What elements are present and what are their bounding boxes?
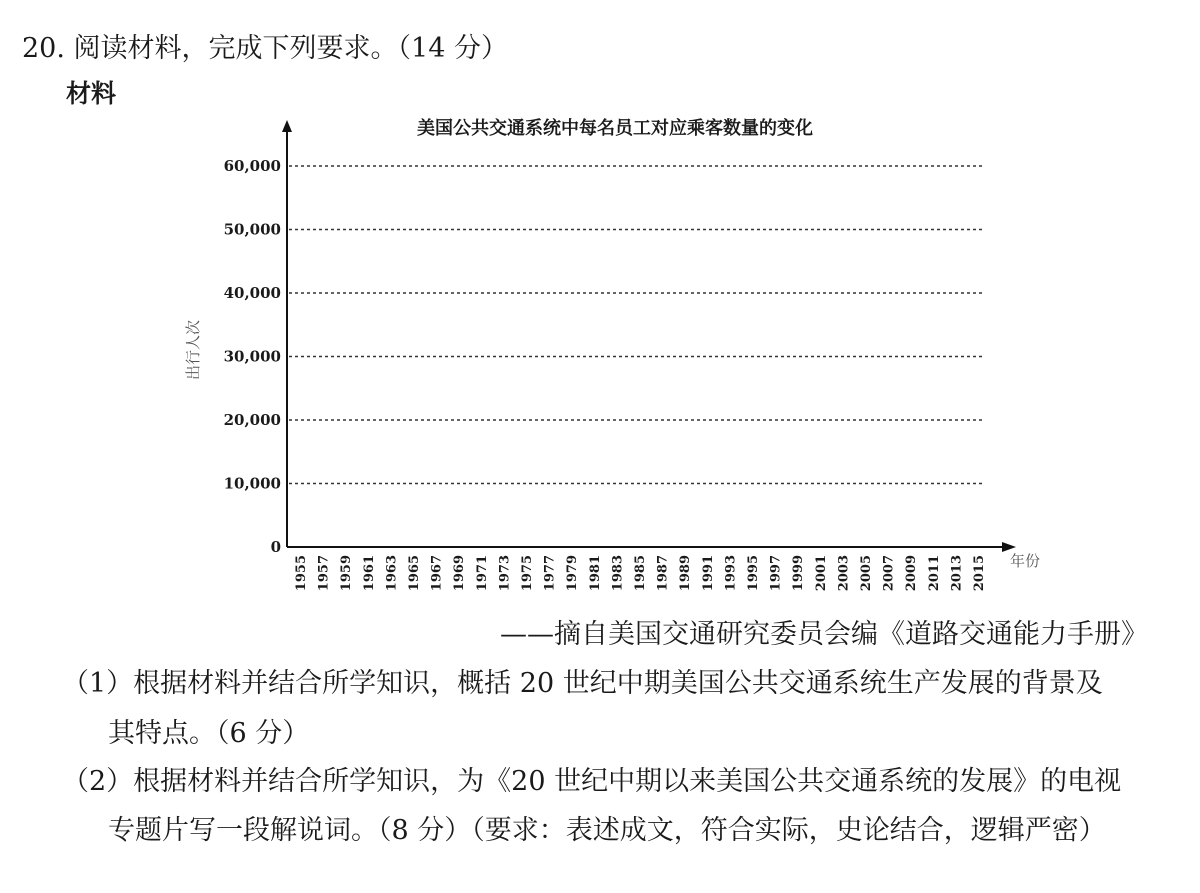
x-tick-label: 1997 — [768, 555, 784, 592]
x-tick-label: 1977 — [542, 555, 558, 592]
x-tick-label: 1961 — [361, 555, 377, 592]
x-tick-label: 1969 — [452, 555, 468, 592]
y-tick-label: 30,000 — [223, 347, 281, 366]
material-label: 材料 — [66, 79, 117, 108]
y-tick-label: 20,000 — [223, 411, 281, 429]
y-tick-label: 10,000 — [223, 474, 281, 493]
x-tick-label: 1985 — [633, 555, 648, 592]
x-tick-label: 1995 — [746, 555, 761, 592]
x-tick-label: 1979 — [565, 555, 581, 592]
x-tick-label: 1965 — [407, 555, 422, 592]
x-tick-label: 2011 — [926, 555, 942, 592]
y-axis-arrow — [282, 120, 292, 132]
source-citation: ——摘自美国交通研究委员会编《道路交通能力手册》 — [500, 619, 1148, 650]
y-tick-label: 50,000 — [223, 220, 281, 239]
subquestion-2-line-2: 专题片写一段解说词。（8 分）（要求：表述成文，符合实际，史论结合，逻辑严密） — [108, 815, 1106, 846]
x-tick-label: 2015 — [972, 555, 987, 592]
x-tick-label: 1967 — [429, 555, 445, 592]
x-tick-label: 1955 — [294, 555, 309, 592]
x-tick-label: 1991 — [700, 555, 716, 592]
x-tick-label: 2013 — [949, 555, 965, 592]
question-title: 20. 阅读材料，完成下列要求。（14 分） — [22, 33, 508, 64]
x-tick-label: 1983 — [610, 555, 626, 592]
x-tick-label: 1999 — [791, 555, 807, 592]
x-tick-label: 1989 — [678, 555, 694, 592]
x-tick-label: 2003 — [836, 555, 852, 592]
x-tick-label: 1971 — [474, 555, 490, 592]
x-tick-label: 1993 — [723, 555, 739, 592]
y-tick-label: 0 — [270, 538, 281, 556]
x-tick-label: 1957 — [316, 555, 332, 592]
x-tick-label: 1987 — [655, 555, 671, 592]
x-tick-label: 2007 — [881, 555, 897, 592]
y-axis-label: 出行人次 — [184, 319, 202, 381]
x-tick-label: 2001 — [813, 555, 829, 592]
x-tick-label: 1963 — [384, 555, 400, 592]
ridership-chart — [170, 110, 1040, 610]
x-axis-label: 年份 — [1010, 552, 1040, 570]
subquestion-1-line-2: 其特点。（6 分） — [108, 718, 310, 749]
x-tick-label: 1981 — [587, 555, 603, 592]
x-tick-label: 2009 — [904, 555, 920, 592]
x-tick-label: 1959 — [339, 555, 355, 592]
x-tick-label: 1973 — [497, 555, 513, 592]
chart-title: 美国公共交通系统中每名员工对应乘客数量的变化 — [417, 118, 813, 139]
y-tick-label: 60,000 — [223, 157, 281, 175]
subquestion-2-line-1: （2）根据材料并结合所学知识，为《20 世纪中期以来美国公共交通系统的发展》的电视 — [62, 766, 1122, 797]
x-tick-label: 1975 — [520, 555, 535, 592]
subquestion-1-line-1: （1）根据材料并结合所学知识，概括 20 世纪中期美国公共交通系统生产发展的背景及 — [62, 668, 1103, 699]
plot-area — [224, 120, 1016, 591]
y-tick-label: 40,000 — [223, 284, 281, 302]
x-tick-label: 2005 — [859, 555, 874, 592]
x-axis-arrow — [1002, 542, 1016, 552]
